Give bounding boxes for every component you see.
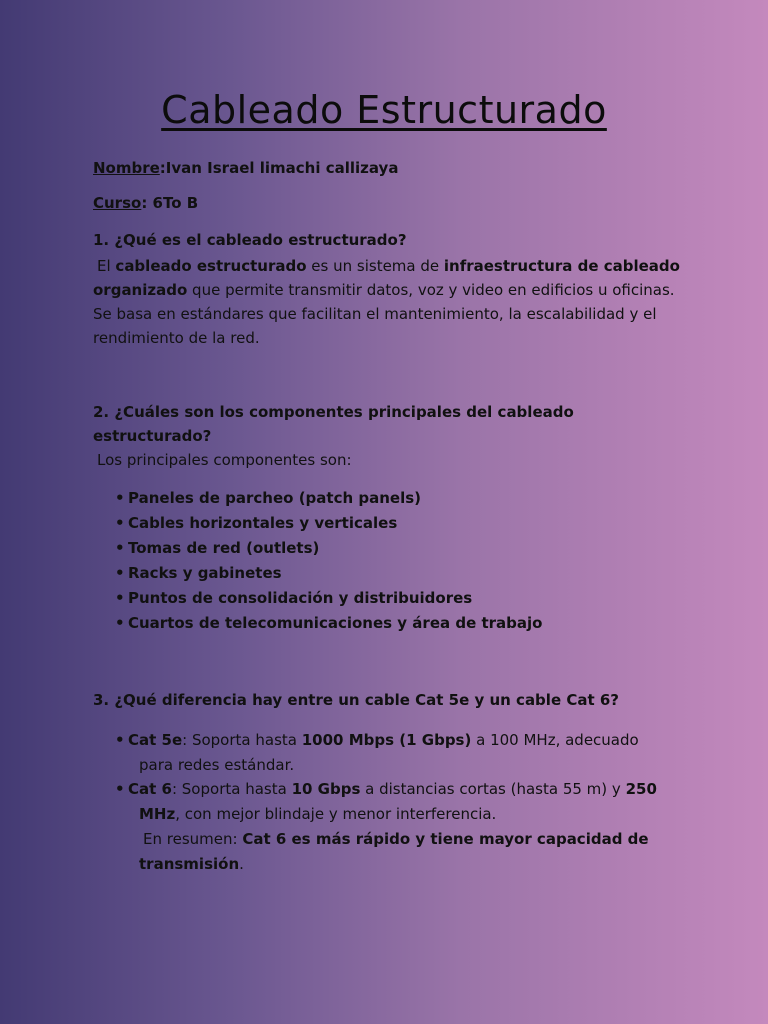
question-2-line-1: 2. ¿Cuáles son los componentes principales del cableado bbox=[93, 403, 574, 421]
answer-1-bold-a: cableado estructurado bbox=[115, 257, 307, 275]
answer-1 bbox=[93, 254, 683, 350]
answer-1-text-a: El bbox=[97, 257, 116, 275]
nombre-line bbox=[93, 158, 398, 178]
cat6-item: • Cat 6: Soporta hasta 10 Gbps a distancias cortas (hasta 55 m) y 250 MHz, con mejor blindaje y menor interferencia. En resumen: Cat 6 es más rápido y tiene mayor capacidad de transmisión. bbox=[115, 777, 675, 877]
answer-1-bold-b: infraestructura de cableado organizado bbox=[93, 257, 680, 299]
question-2-line-2: estructurado? bbox=[93, 427, 212, 445]
list-item: • Tomas de red (outlets) bbox=[115, 536, 675, 561]
list-item: • Paneles de parcheo (patch panels) bbox=[115, 486, 675, 511]
cat6-label: Cat 6 bbox=[128, 780, 172, 798]
nombre-value: :Ivan Israel limachi callizaya bbox=[159, 159, 399, 177]
answer-1-text-b: es un sistema de bbox=[306, 257, 444, 275]
bullet-icon: • bbox=[115, 780, 125, 798]
cat5e-speed: 1000 Mbps (1 Gbps) bbox=[301, 731, 472, 749]
bullet-icon: • bbox=[115, 539, 125, 557]
curso-line bbox=[93, 193, 198, 213]
list-item: • Puntos de consolidación y distribuidores bbox=[115, 586, 675, 611]
cat6-speed: 10 Gbps bbox=[291, 780, 361, 798]
answer-2-intro: Los principales componentes son: bbox=[97, 451, 352, 469]
curso-value: : 6To B bbox=[141, 194, 199, 212]
cat5e-item: • Cat 5e: Soporta hasta 1000 Mbps (1 Gbps) a 100 MHz, adecuado para redes estándar. bbox=[115, 728, 675, 778]
answer-1-text-c: que permite transmitir datos, voz y video en edificios u oficinas. Se basa en estándares que facilitan el mantenimiento, la escalabilidad y el rendimiento de la red. bbox=[93, 281, 675, 347]
question-3: 3. ¿Qué diferencia hay entre un cable Cat 5e y un cable Cat 6? bbox=[93, 691, 619, 709]
page-title: Cableado Estructurado bbox=[161, 88, 607, 132]
curso-label: Curso bbox=[93, 194, 142, 212]
bullet-icon: • bbox=[115, 731, 125, 749]
cat5e-label: Cat 5e bbox=[128, 731, 183, 749]
bullet-icon: • bbox=[115, 489, 125, 507]
summary-line: En resumen: Cat 6 es más rápido y tiene mayor capacidad de bbox=[143, 830, 649, 848]
nombre-label: Nombre bbox=[93, 159, 160, 177]
question-1: 1. ¿Qué es el cableado estructurado? bbox=[93, 231, 407, 249]
list-item: • Cables horizontales y verticales bbox=[115, 511, 675, 536]
bullet-icon: • bbox=[115, 614, 125, 632]
bullet-icon: • bbox=[115, 514, 125, 532]
components-list bbox=[115, 486, 675, 636]
bullet-icon: • bbox=[115, 589, 125, 607]
bullet-icon: • bbox=[115, 564, 125, 582]
list-item: • Cuartos de telecomunicaciones y área de trabajo bbox=[115, 611, 675, 636]
list-item: • Racks y gabinetes bbox=[115, 561, 675, 586]
